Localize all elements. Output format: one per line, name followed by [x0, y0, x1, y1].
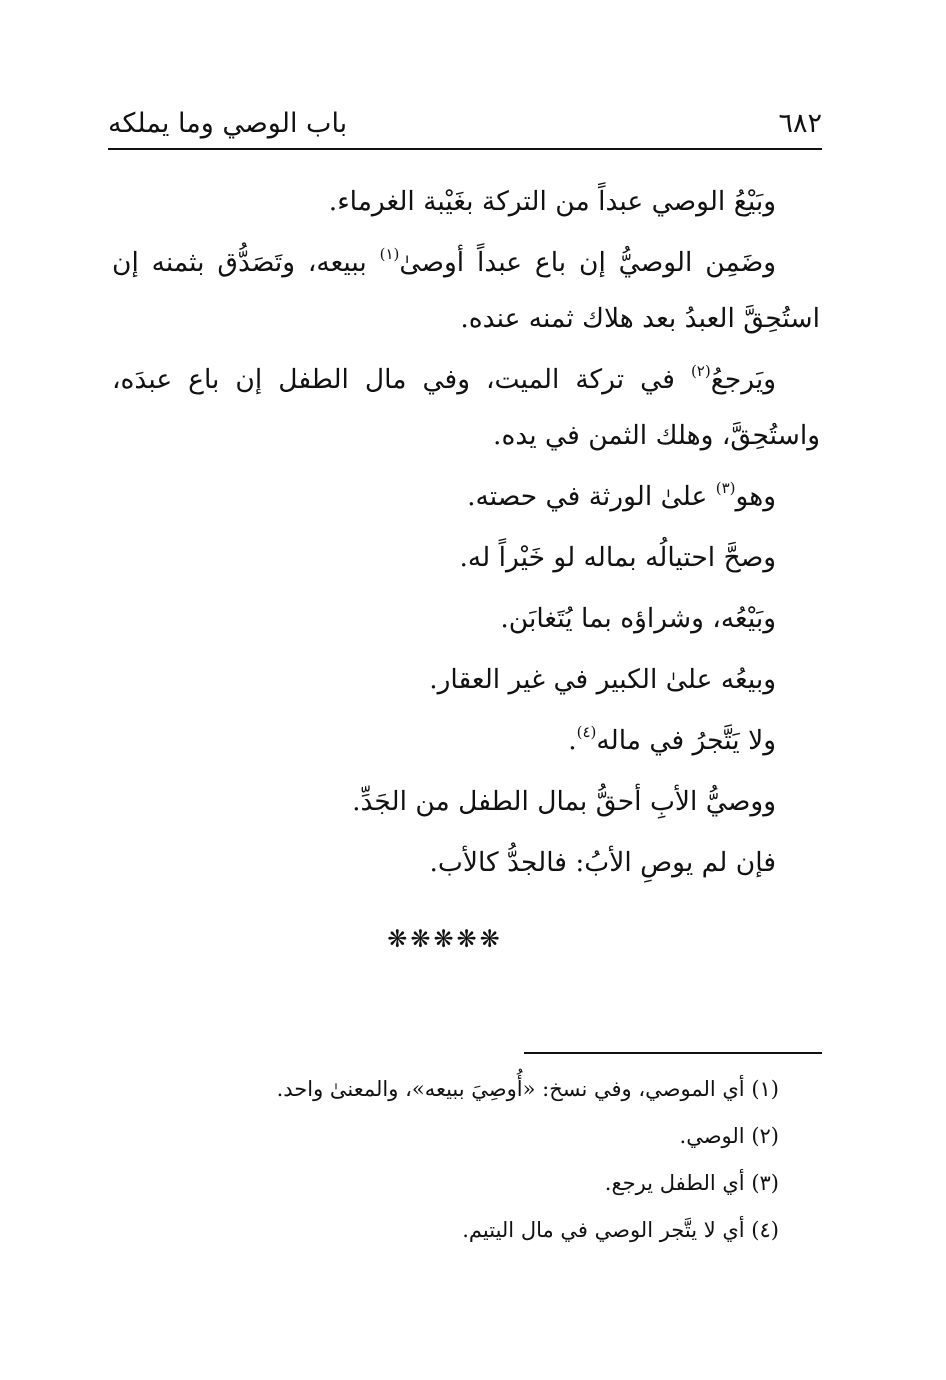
paragraph: وضَمِن الوصيُّ إن باع عبداً أوصىٰ$^{(١)}$ ببيعه، وتَصَدُّق بثمنه إن استُحِقَّ العبدُ بعد هلاك ثمنه عنده. — [112, 245, 820, 334]
section-separator: ❋❋❋❋❋ — [387, 925, 503, 953]
page-header — [108, 104, 822, 150]
running-title: باب الوصي وما يملكه — [108, 108, 348, 139]
footnotes — [200, 1066, 779, 1254]
footnote: (١) أي الموصي، وفي نسخ: «أُوصِيَ ببيعه»، والمعنىٰ واحد. — [276, 1077, 779, 1101]
paragraph: ووصيُّ الأبِ أحقُّ بمال الطفل من الجَدِّ. — [352, 786, 776, 817]
footnote-ref: (١) — [379, 245, 400, 263]
footnote-ref: (٤) — [576, 723, 597, 741]
footnote: (٤) أي لا يتَّجر الوصي في مال اليتيم. — [462, 1218, 779, 1242]
main-text — [112, 174, 820, 896]
paragraph: فإن لم يوصِ الأبُ: فالجدُّ كالأب. — [429, 847, 776, 878]
page-number: ٦٨٢ — [778, 108, 822, 139]
paragraph: وبَيْعُه، وشراؤه بما يُتَغابَن. — [500, 603, 776, 634]
footnote-ref: (٣) — [715, 479, 736, 497]
footnote-ref: (٢) — [690, 362, 711, 380]
paragraph: وبَيْعُ الوصي عبداً من التركة بغَيْبة الغرماء. — [328, 186, 776, 217]
paragraph: وبيعُه علىٰ الكبير في غير العقار. — [429, 664, 776, 695]
footnote-divider — [524, 1052, 822, 1054]
footnote: (٣) أي الطفل يرجع. — [604, 1171, 779, 1195]
footnote: (٢) الوصي. — [679, 1124, 779, 1148]
paragraph: وصحَّ احتيالُه بماله لو خَيْراً له. — [459, 542, 776, 573]
paragraph: وهو$^{(٣)}$ علىٰ الورثة في حصته. — [467, 479, 776, 512]
paragraph: ويَرجعُ$^{(٢)}$ في تركة الميت، وفي مال الطفل إن باع عبدَه، واستُحِقَّ، وهلك الثمن في يده. — [112, 362, 820, 451]
paragraph: ولا يَتَّجرُ في ماله$^{(٤)}$. — [568, 723, 776, 756]
